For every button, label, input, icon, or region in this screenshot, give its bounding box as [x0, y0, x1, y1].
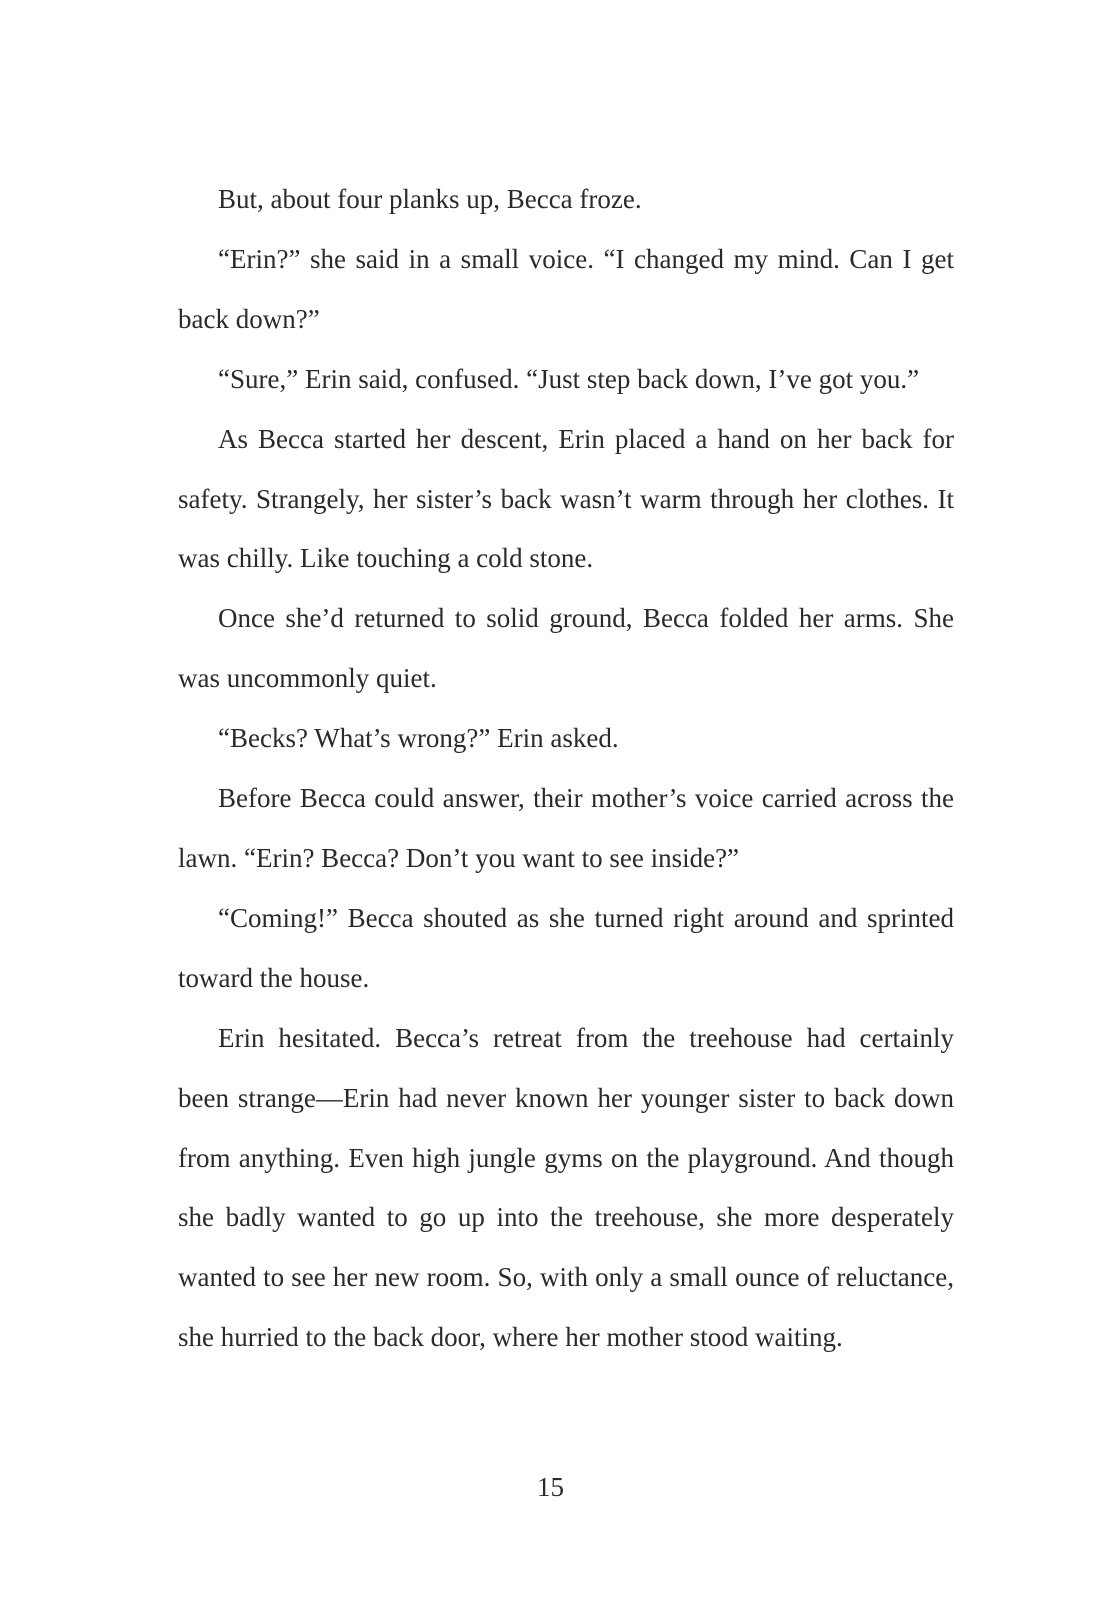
paragraph: “Erin?” she said in a small voice. “I changed my mind. Can I get back down?” [178, 243, 954, 334]
paragraph: Once she’d returned to solid ground, Becca folded her arms. She was uncommonly quiet. [178, 603, 954, 694]
page-number: 15 [537, 1472, 564, 1502]
paragraph: Before Becca could answer, their mother’s voice carried across the lawn. “Erin? Becca? Don’t you want to see inside?” [178, 783, 954, 873]
paragraph: “Becks? What’s wrong?” Erin asked. [218, 723, 619, 754]
paragraph: As Becca started her descent, Erin placed a hand on her back for safety. Strangely, her sister’s back wasn’t warm through her clothes. It was chilly. Like touching a cold stone. [178, 423, 954, 574]
paragraph: Erin hesitated. Becca’s retreat from the treehouse had certainly been strange—Erin had never known her younger sister to back down from anything. Even high jungle gyms on the playground. And though she badly wanted to go up into the treehouse, she more desperately wanted to see her new room. So, with only a small ounce of reluctance, she hurried to the back door, where her mother stood waiting. [178, 1022, 954, 1353]
paragraph: “Coming!” Becca shouted as she turned right around and sprinted toward the house. [178, 902, 954, 993]
paragraph: “Sure,” Erin said, confused. “Just step back down, I’ve got you.” [218, 363, 920, 394]
body-text [178, 170, 954, 1368]
paragraph: But, about four planks up, Becca froze. [218, 184, 642, 214]
